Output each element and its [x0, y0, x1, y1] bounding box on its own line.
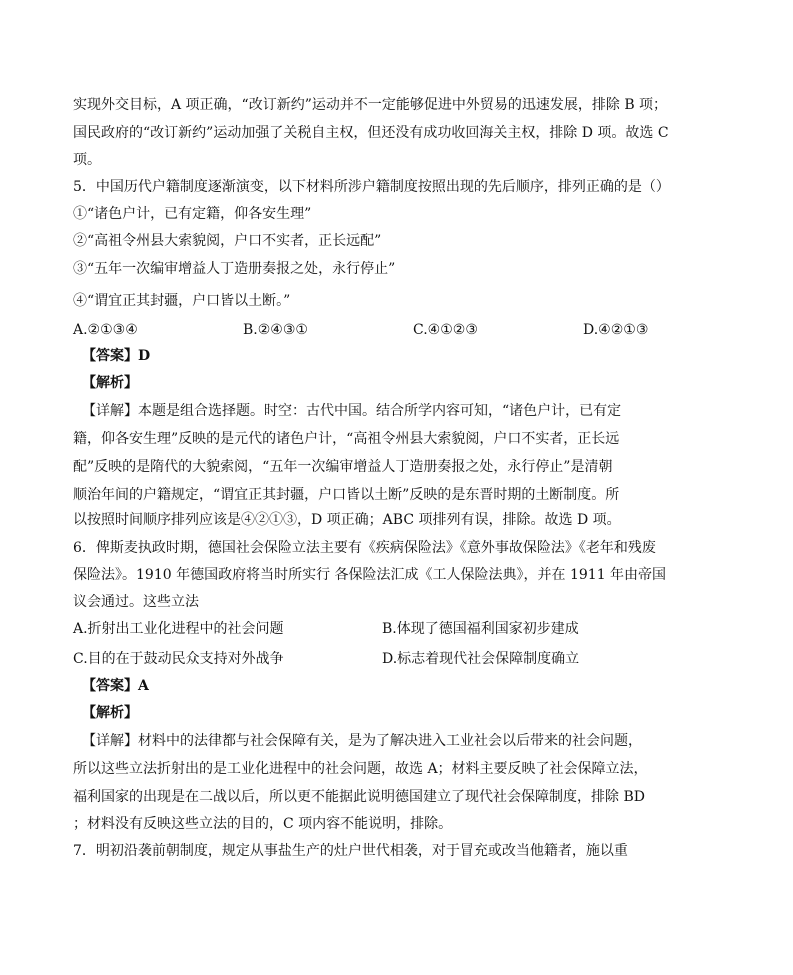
q5-detail-line: 【详解】本题是组合选择题。时空：古代中国。结合所学内容可知，“诸色户计，已有定 — [82, 403, 622, 419]
q5-detail-line: 配”反映的是隋代的大貌索阅，“五年一次编审增益人丁造册奏报之处，永行停止”是清朝 — [73, 459, 613, 475]
q5-option-a: A.②①③④ — [73, 322, 138, 338]
q6-option-a: A.折射出工业化进程中的社会问题 — [73, 621, 284, 637]
question-6-stem: 6．俾斯麦执政时期，德国社会保险立法主要有《疾病保险法》《意外事故保险法》《老年和残废 — [73, 540, 656, 556]
q6-option-c: C.目的在于鼓动民众支持对外战争 — [73, 651, 284, 667]
question-6-stem: 议会通过。这些立法 — [73, 594, 199, 610]
q5-detail-line: 以按照时间顺序排列应该是④②①③，D 项正确；ABC 项排列有误，排除。故选 D 项。 — [73, 512, 621, 528]
q6-analysis-label: 【解析】 — [82, 705, 138, 721]
q5-answer: 【答案】D — [82, 348, 151, 364]
q5-item: ③“五年一次编审增益人丁造册奏报之处，永行停止” — [73, 261, 396, 277]
q5-analysis-label: 【解析】 — [82, 375, 138, 391]
text-line: 实现外交目标，A 项正确，“改订新约”运动并不一定能够促进中外贸易的迅速发展，排除 B 项； — [73, 97, 668, 113]
q5-item: ①“诸色户计，已有定籍，仰各安生理” — [73, 206, 312, 222]
q5-option-b: B.②④③① — [243, 322, 308, 338]
q6-option-d: D.标志着现代社会保障制度确立 — [382, 651, 580, 667]
q6-detail-line: 所以这些立法折射出的是工业化进程中的社会问题，故选 A；材料主要反映了社会保障立法， — [73, 761, 648, 777]
q5-detail-line: 顺治年间的户籍规定，“谓宜正其封疆，户口皆以土断”反映的是东晋时期的土断制度。所 — [73, 487, 620, 503]
q6-answer: 【答案】A — [82, 678, 149, 694]
question-5-stem: 5．中国历代户籍制度逐渐演变，以下材料所涉户籍制度按照出现的先后顺序，排列正确的是（） — [73, 179, 670, 195]
q6-detail-line: 福利国家的出现是在二战以后，所以更不能据此说明德国建立了现代社会保障制度，排除 BD — [73, 789, 645, 805]
text-line: 项。 — [73, 152, 101, 168]
question-6-stem: 保险法》。1910 年德国政府将当时所实行 各保险法汇成《工人保险法典》，并在 1911 年由帝国 — [73, 567, 667, 583]
question-7-stem: 7．明初沿袭前朝制度，规定从事盐生产的灶户世代相袭，对于冒充或改当他籍者，施以重 — [73, 843, 628, 859]
q5-item: ④“谓宜正其封疆，户口皆以土断。” — [73, 293, 291, 309]
q6-option-b: B.体现了德国福利国家初步建成 — [382, 621, 579, 637]
q6-detail-line: 【详解】材料中的法律都与社会保障有关，是为了解决进入工业社会以后带来的社会问题， — [82, 733, 642, 749]
q5-item: ②“高祖令州县大索貌阅，户口不实者，正长远配” — [73, 233, 382, 249]
q5-option-d: D.④②①③ — [583, 322, 649, 338]
q6-detail-line: ；材料没有反映这些立法的目的，C 项内容不能说明，排除。 — [73, 816, 453, 832]
q5-detail-line: 籍，仰各安生理”反映的是元代的诸色户计，“高祖令州县大索貌阅，户口不实者，正长远 — [73, 431, 620, 447]
text-line: 国民政府的“改订新约”运动加强了关税自主权，但还没有成功收回海关主权，排除 D 项。故选 C — [73, 125, 669, 141]
q5-option-c: C.④①②③ — [413, 322, 478, 338]
